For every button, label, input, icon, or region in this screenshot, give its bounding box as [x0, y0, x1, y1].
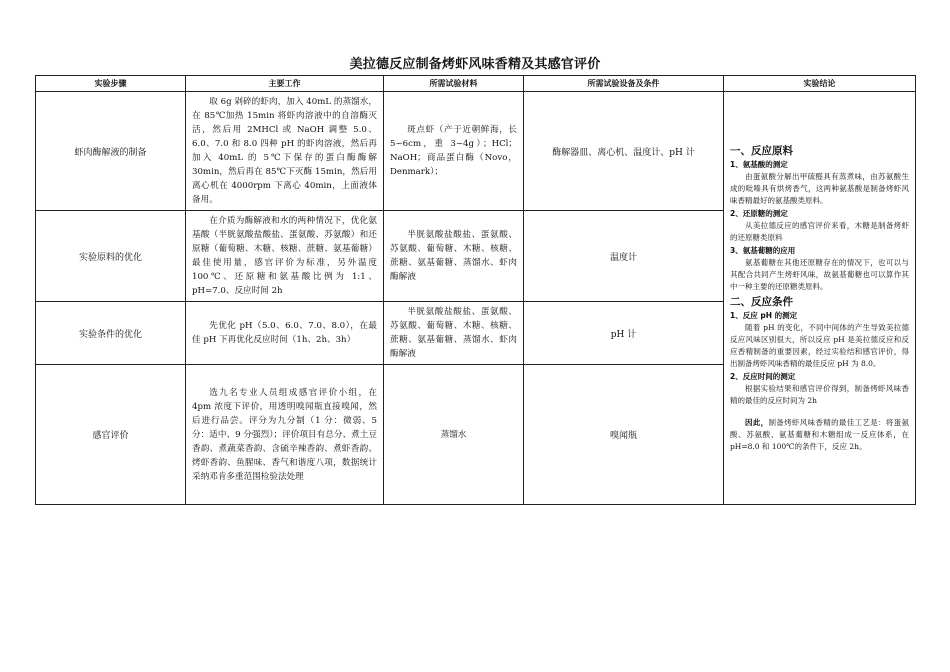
materials-cell: 半胱氨酸盐酸盐、蛋氨酸、苏氨酸、葡萄糖、木糖、核糖、蔗糖、氨基葡糖、蒸馏水、虾肉酶解液 [384, 211, 524, 302]
conclusion-section-title: 一、反应原料 [730, 145, 793, 157]
conclusion-subheading: 2、还原糖的测定 [730, 209, 788, 218]
table-row [36, 92, 916, 211]
conclusion-paragraph: 从美拉德反应的感官评价来看，木糖是制备烤虾的还原糖类原料 [730, 221, 909, 242]
equipment-cell: pH 计 [524, 302, 724, 365]
conclusion-cell [724, 92, 916, 505]
conclusion-subheading: 1、反应 pH 的测定 [730, 311, 798, 320]
conclusion-final [730, 417, 909, 453]
conclusion-subheading: 3、氨基葡糖的应用 [730, 246, 796, 255]
experiment-table [35, 75, 916, 505]
header-step: 实验步骤 [36, 76, 186, 92]
equipment-cell: 温度计 [524, 211, 724, 302]
conclusion-final-text: 制备烤虾风味香精的最佳工艺是：将蛋氨酸、苏氨酸、氨基葡糖和木糖组成一反应体系，在 pH=8.0 和 100℃的条件下，反应 2h。 [730, 418, 910, 451]
header-equipment: 所需试验设备及条件 [524, 76, 724, 92]
conclusion-paragraph: 由蛋氨酸分解出甲硫醛具有蒸煮味，由苏氨酸生成的吡嗪具有烘烤香气，这两种氨基酸是制备烤虾风味香精最好的氨基酸类原料。 [730, 172, 909, 205]
table-header-row [36, 76, 916, 92]
conclusion-paragraph: 氨基葡糖在其他还原糖存在的情况下，也可以与其配合共同产生烤虾风味，故氨基葡糖也可以算作其中一种主要的还原糖类原料。 [730, 258, 909, 291]
page-title: 美拉德反应制备烤虾风味香精及其感官评价 [349, 57, 601, 72]
step-cell: 实验条件的优化 [36, 302, 186, 365]
conclusion-subheading: 1、氨基酸的测定 [730, 160, 788, 169]
work-cell: 在介质为酶解液和水的两种情况下，优化氨基酸（半胱氨酸盐酸盐、蛋氨酸、苏氨酸）和还原糖（葡萄糖、木糖、核糖、蔗糖、氨基葡糖）最佳使用量，感官评价为标准，另外温度 100℃、还原糖和氨基酸比例为 1:1、pH=7.0、反应时间 2h [186, 211, 384, 302]
materials-cell: 半胱氨酸盐酸盐、蛋氨酸、苏氨酸、葡萄糖、木糖、核糖、蔗糖、氨基葡糖、蒸馏水、虾肉酶解液 [384, 302, 524, 365]
equipment-cell: 酶解器皿、离心机、温度计、pH 计 [524, 92, 724, 211]
work-cell: 先优化 pH（5.0、6.0、7.0、8.0），在最佳 pH 下再优化反应时间（1h、2h、3h） [186, 302, 384, 365]
step-cell: 感官评价 [36, 365, 186, 505]
header-conclusion: 实验结论 [724, 76, 916, 92]
conclusion-subheading: 2、反应时间的测定 [730, 372, 796, 381]
conclusion-paragraph: 随着 pH 的变化，不同中间体的产生导致美拉德反应风味区别很大，所以反应 pH 是美拉德反应和反应香精制备的重要因素，经过实验结和感官评价，得出制备烤虾风味香精的最佳反应 pH 为 8.0。 [730, 323, 909, 368]
step-cell: 虾肉酶解液的制备 [36, 92, 186, 211]
equipment-cell: 嗅闻瓶 [524, 365, 724, 505]
conclusion-paragraph: 根据实验结果和感官评价得到，制备烤虾风味香精的最佳的反应时间为 2h [730, 384, 909, 405]
header-work: 主要工作 [186, 76, 384, 92]
materials-cell: 斑点虾（产于近朝鲜海，长 5~6cm，重 3~4g）；HCl；NaOH；商品蛋白酶（Novo，Denmark）； [384, 92, 524, 211]
step-cell: 实验原料的优化 [36, 211, 186, 302]
conclusion-section-title: 二、反应条件 [730, 296, 793, 308]
work-cell: 取 6g 剁碎的虾肉，加入 40mL 的蒸馏水，在 85℃加热 15min 将虾肉溶液中的自溶酶灭活，然后用 2MHCl 或 NaOH 调整 5.0、6.0、7.0 和 8.0 四种 pH 的虾肉溶液，然后再加入 40mL 的 5℃下保存的蛋白酶酶解 30min，然后再在 85℃下灭酶 15min，然后用离心机在 4000rpm 下离心 40min，上面液体备用。 [186, 92, 384, 211]
conclusion-final-lead: 因此， [745, 418, 769, 427]
work-cell: 选九名专业人员组成感官评价小组，在 4pm 浓度下评价，用透明嗅闻瓶直接嗅闻，然后进行品尝。评分为九分制（1 分：微弱、5 分：适中、9 分强烈）；评价项目有总分、煮土豆香韵、煮蔬菜香韵、含硫辛辣香韵、煮虾香韵、烤虾香韵、鱼腥味、香气和谐度八项，数据统计采纳邓肯多重范围检验法处理 [186, 365, 384, 505]
header-materials: 所需试验材料 [384, 76, 524, 92]
materials-cell: 蒸馏水 [384, 365, 524, 505]
